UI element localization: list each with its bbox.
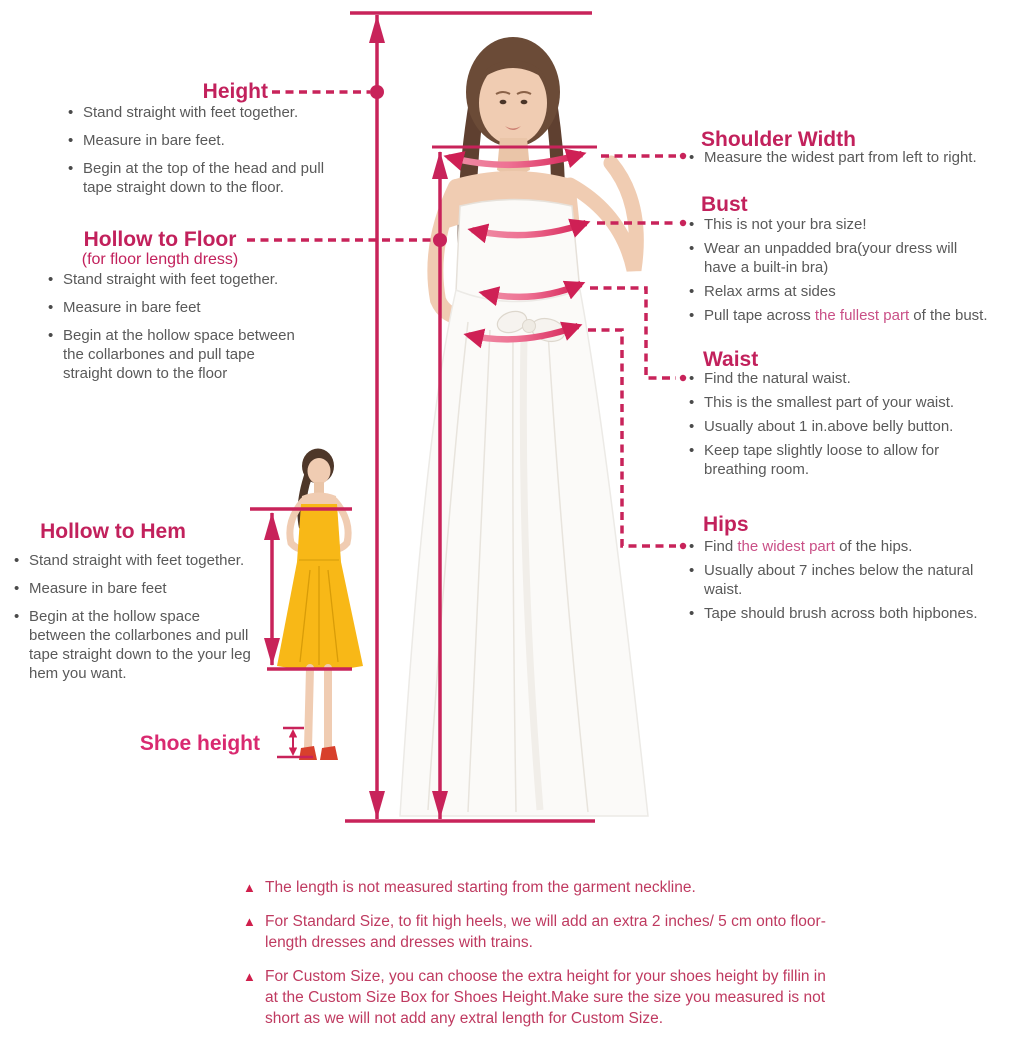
waist-leader-dot xyxy=(680,375,686,381)
hollow-junction-dot xyxy=(433,233,447,247)
main-model-bodice xyxy=(456,200,580,303)
waist-leader-dashed xyxy=(590,288,676,378)
note-text: The length is not measured starting from the garment neckline. xyxy=(265,879,696,896)
bust-bullet: • Relax arms at sides xyxy=(687,282,983,301)
hollow-to-hem-bullet: • Measure in bare feet xyxy=(12,579,257,598)
bust-tape-pre: Pull tape across xyxy=(704,307,815,324)
bust-bullet: • Wear an unpadded bra(your dress will have a built-in bra) xyxy=(687,239,983,277)
hips-bullets xyxy=(687,537,983,628)
bust-tape-post: of the bust. xyxy=(909,307,988,324)
small-model-leg-left xyxy=(308,668,310,748)
bust-leader-dot xyxy=(680,220,686,226)
hollow-to-hem-bullet: • Begin at the hollow space between the collarbones and pull tape straight down to the your leg hem you want. xyxy=(12,607,257,683)
hips-find-highlight: the widest part xyxy=(737,538,835,555)
shoulder-width-bullet: • Measure the widest part from left to right. xyxy=(687,148,1015,167)
hem-arrow-down-icon xyxy=(264,638,280,666)
hollow-to-hem-bullets xyxy=(12,551,257,692)
small-model-skirt xyxy=(277,562,363,670)
waist-bullet: • Find the natural waist. xyxy=(687,369,983,388)
height-arrow-up-icon xyxy=(369,15,385,43)
hips-find-post: of the hips. xyxy=(834,538,913,555)
height-bullet: • Begin at the top of the head and pull tape straight down to the floor. xyxy=(66,159,334,197)
shoulder-width-title: Shoulder Width xyxy=(701,128,856,151)
warning-triangle-icon: ▲ xyxy=(243,880,256,895)
shoe-height-title: Shoe height xyxy=(139,732,260,755)
main-model-eye-left xyxy=(500,100,507,105)
waist-bullet: • Usually about 1 in.above belly button. xyxy=(687,417,983,436)
small-model-bodice xyxy=(297,504,341,562)
note-text: For Custom Size, you can choose the extra height for your shoes height by fillin in at the Custom Size Box for Shoes Height.Make sure the size you measured is not short as we will not add any extral length for Custom Size. xyxy=(265,968,826,1027)
height-title: Height xyxy=(202,80,268,103)
main-model-neck xyxy=(497,138,530,175)
hollow-to-floor-bullets xyxy=(46,270,308,392)
small-model-face xyxy=(308,458,331,484)
waist-title: Waist xyxy=(703,348,759,371)
hollow-to-floor-subtitle: (for floor length dress) xyxy=(81,251,239,268)
warning-triangle-icon: ▲ xyxy=(243,969,256,984)
small-model-figure xyxy=(277,449,363,761)
bust-title: Bust xyxy=(701,193,748,216)
hips-bullet: • Usually about 7 inches below the natural waist. xyxy=(687,561,983,599)
hollow-to-floor-bullet: • Measure in bare feet xyxy=(46,298,308,317)
hollow-to-hem-title: Hollow to Hem xyxy=(40,520,186,543)
main-model-eye-right xyxy=(521,100,528,105)
height-junction-dot xyxy=(370,85,384,99)
waist-bullet: • Keep tape slightly loose to allow for breathing room. xyxy=(687,441,983,479)
note-text: For Standard Size, to fit high heels, we will add an extra 2 inches/ 5 cm onto floor-length dresses and dresses with trains. xyxy=(265,913,826,951)
notes-list xyxy=(243,877,843,1029)
bust-tape-highlight: the fullest part xyxy=(814,307,910,324)
main-model-bow-knot xyxy=(523,320,536,333)
shoulder-width-bullets xyxy=(687,148,1015,172)
shoulder-leader-dot xyxy=(680,153,686,159)
hollow-arrow-up-icon xyxy=(432,151,448,179)
bust-bullets xyxy=(687,215,988,330)
warning-triangle-icon: ▲ xyxy=(243,914,256,929)
hips-bullet: • Tape should brush across both hipbones. xyxy=(687,604,983,623)
hips-bullet-find xyxy=(687,537,983,556)
height-bullets xyxy=(66,103,334,206)
hollow-to-hem-bullet: • Stand straight with feet together. xyxy=(12,551,257,570)
hem-arrow-up-icon xyxy=(264,512,280,540)
hips-leader-dot xyxy=(680,543,686,549)
hollow-to-floor-bullet: • Stand straight with feet together. xyxy=(46,270,308,289)
waist-bullet: • This is the smallest part of your waist. xyxy=(687,393,983,412)
hollow-to-floor-title: Hollow to Floor xyxy=(83,228,237,251)
hips-title: Hips xyxy=(703,513,749,536)
height-bullet: • Measure in bare feet. xyxy=(66,131,334,150)
note-item xyxy=(243,877,843,898)
hollow-to-floor-bullet: • Begin at the hollow space between the collarbones and pull tape straight down to the floor xyxy=(46,326,308,383)
bust-bullet-tape xyxy=(687,306,988,325)
main-model-figure xyxy=(400,37,648,816)
small-model-shoe-right xyxy=(320,746,338,760)
waist-bullets xyxy=(687,369,983,484)
note-item xyxy=(243,911,843,953)
bust-bullet: • This is not your bra size! xyxy=(687,215,983,234)
height-bullet: • Stand straight with feet together. xyxy=(66,103,334,122)
main-model-arm-right xyxy=(570,163,636,270)
note-item xyxy=(243,966,843,1029)
height-arrow-down-icon xyxy=(369,791,385,819)
hips-find-pre: Find xyxy=(704,538,738,555)
